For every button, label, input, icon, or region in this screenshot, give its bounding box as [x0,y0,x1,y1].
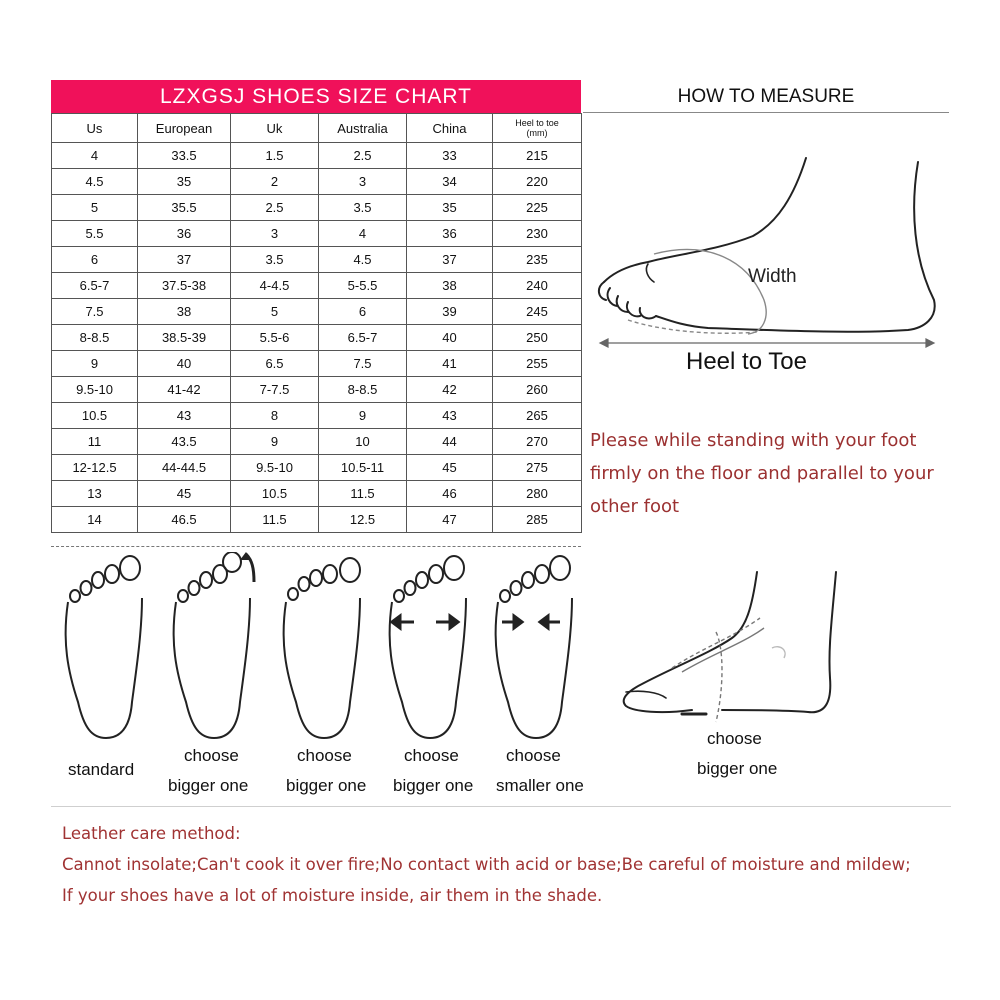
cell-heel-to-toe: 215 [493,143,582,169]
narrow-foot-illustration [488,552,584,742]
cell-australia: 4.5 [319,247,407,273]
cell-uk: 8 [231,403,319,429]
table-row [52,455,582,481]
cell-australia: 10.5-11 [319,455,407,481]
cell-uk: 2 [231,169,319,195]
high-instep-foot-illustration [612,568,852,728]
label-smaller: smaller one [496,776,584,795]
cell-uk: 2.5 [231,195,319,221]
label-choose-3: choose [404,746,459,765]
table-row [52,221,582,247]
cell-heel-to-toe: 260 [493,377,582,403]
care-line-1: Cannot insolate;Can't cook it over fire;No contact with acid or base;Be careful of moisture and mildew; [62,855,911,874]
size-table [51,113,582,533]
cell-us: 4.5 [52,169,138,195]
cell-china: 34 [407,169,493,195]
cell-china: 45 [407,455,493,481]
table-row [52,195,582,221]
table-row [52,299,582,325]
cell-australia: 4 [319,221,407,247]
cell-heel-to-toe: 275 [493,455,582,481]
header-china: China [407,114,493,143]
cell-australia: 6 [319,299,407,325]
wide-toe-foot-illustration [276,552,372,742]
header-european: European [138,114,231,143]
label-bigger-2: bigger one [286,776,367,795]
cell-european: 37 [138,247,231,273]
cell-uk: 1.5 [231,143,319,169]
cell-china: 47 [407,507,493,533]
table-row [52,429,582,455]
arrow-up-icon [240,552,252,560]
cell-heel-to-toe: 235 [493,247,582,273]
table-row [52,143,582,169]
table-row [52,377,582,403]
size-chart [51,80,581,533]
cell-heel-to-toe: 225 [493,195,582,221]
cell-european: 43 [138,403,231,429]
cell-us: 6 [52,247,138,273]
cell-australia: 11.5 [319,481,407,507]
table-row [52,481,582,507]
cell-european: 35.5 [138,195,231,221]
cell-uk: 4-4.5 [231,273,319,299]
cell-heel-to-toe: 265 [493,403,582,429]
cell-uk: 5.5-6 [231,325,319,351]
cell-us: 14 [52,507,138,533]
cell-heel-to-toe: 220 [493,169,582,195]
cell-heel-to-toe: 255 [493,351,582,377]
wide-foot-illustration [382,552,478,742]
cell-european: 41-42 [138,377,231,403]
cell-china: 33 [407,143,493,169]
cell-uk: 6.5 [231,351,319,377]
cell-uk: 10.5 [231,481,319,507]
cell-european: 37.5-38 [138,273,231,299]
cell-china: 36 [407,221,493,247]
cell-european: 46.5 [138,507,231,533]
care-title: Leather care method: [62,824,241,843]
cell-european: 45 [138,481,231,507]
chart-title: LZXGSJ SHOES SIZE CHART [51,80,581,113]
cell-european: 36 [138,221,231,247]
long-toe-foot-illustration [166,552,270,742]
cell-china: 38 [407,273,493,299]
header-heel-to-toe [493,114,582,143]
cell-european: 40 [138,351,231,377]
width-label: Width [748,266,797,287]
cell-australia: 3 [319,169,407,195]
cell-european: 43.5 [138,429,231,455]
cell-australia: 7.5 [319,351,407,377]
cell-china: 40 [407,325,493,351]
cell-australia: 2.5 [319,143,407,169]
cell-us: 4 [52,143,138,169]
cell-us: 13 [52,481,138,507]
cell-us: 6.5-7 [52,273,138,299]
label-bigger-3: bigger one [393,776,474,795]
cell-china: 35 [407,195,493,221]
cell-us: 10.5 [52,403,138,429]
cell-australia: 6.5-7 [319,325,407,351]
standard-foot-illustration [58,552,154,742]
cell-us: 5.5 [52,221,138,247]
cell-us: 8-8.5 [52,325,138,351]
cell-uk: 3 [231,221,319,247]
header-mm-unit: (mm) [526,128,548,138]
cell-us: 12-12.5 [52,455,138,481]
cell-us: 9.5-10 [52,377,138,403]
header-heel-to-toe-text: Heel to toe [515,118,559,128]
cell-european: 44-44.5 [138,455,231,481]
table-row [52,247,582,273]
cell-us: 11 [52,429,138,455]
cell-heel-to-toe: 270 [493,429,582,455]
header-us: Us [52,114,138,143]
heel-to-toe-label: Heel to Toe [686,348,807,375]
cell-uk: 7-7.5 [231,377,319,403]
cell-uk: 3.5 [231,247,319,273]
cell-heel-to-toe: 285 [493,507,582,533]
cell-heel-to-toe: 280 [493,481,582,507]
label-choose-2: choose [297,746,352,765]
care-line-2: If your shoes have a lot of moisture inside, air them in the shade. [62,886,603,905]
cell-australia: 9 [319,403,407,429]
cell-china: 39 [407,299,493,325]
cell-uk: 9 [231,429,319,455]
label-choose-1: choose [184,746,239,765]
cell-european: 38.5-39 [138,325,231,351]
table-row [52,273,582,299]
cell-heel-to-toe: 240 [493,273,582,299]
cell-china: 44 [407,429,493,455]
table-row [52,351,582,377]
cell-china: 43 [407,403,493,429]
how-to-measure-title: HOW TO MEASURE [583,82,949,113]
cell-us: 9 [52,351,138,377]
leather-care-section [62,818,972,911]
label-bigger-5: bigger one [697,759,778,778]
table-row [52,403,582,429]
cell-us: 5 [52,195,138,221]
table-row [52,169,582,195]
dotted-reference-line [51,546,581,547]
cell-uk: 11.5 [231,507,319,533]
cell-heel-to-toe: 245 [493,299,582,325]
section-divider [51,806,951,807]
cell-china: 42 [407,377,493,403]
header-australia: Australia [319,114,407,143]
foot-side-view-illustration [588,150,943,350]
table-row [52,325,582,351]
label-choose-4: choose [506,746,561,765]
table-header-row [52,114,582,143]
cell-us: 7.5 [52,299,138,325]
header-uk: Uk [231,114,319,143]
cell-china: 37 [407,247,493,273]
label-choose-5: choose [707,729,762,748]
cell-heel-to-toe: 250 [493,325,582,351]
cell-australia: 3.5 [319,195,407,221]
cell-heel-to-toe: 230 [493,221,582,247]
label-standard: standard [68,760,135,779]
table-row [52,507,582,533]
cell-australia: 12.5 [319,507,407,533]
cell-european: 35 [138,169,231,195]
cell-australia: 10 [319,429,407,455]
cell-uk: 5 [231,299,319,325]
cell-australia: 5-5.5 [319,273,407,299]
label-bigger-1: bigger one [168,776,249,795]
cell-uk: 9.5-10 [231,455,319,481]
cell-european: 38 [138,299,231,325]
measuring-instruction: Please while standing with your foot firmly on the floor and parallel to your other foot [590,430,934,517]
cell-china: 46 [407,481,493,507]
cell-european: 33.5 [138,143,231,169]
size-table-body [52,143,582,533]
cell-australia: 8-8.5 [319,377,407,403]
cell-china: 41 [407,351,493,377]
